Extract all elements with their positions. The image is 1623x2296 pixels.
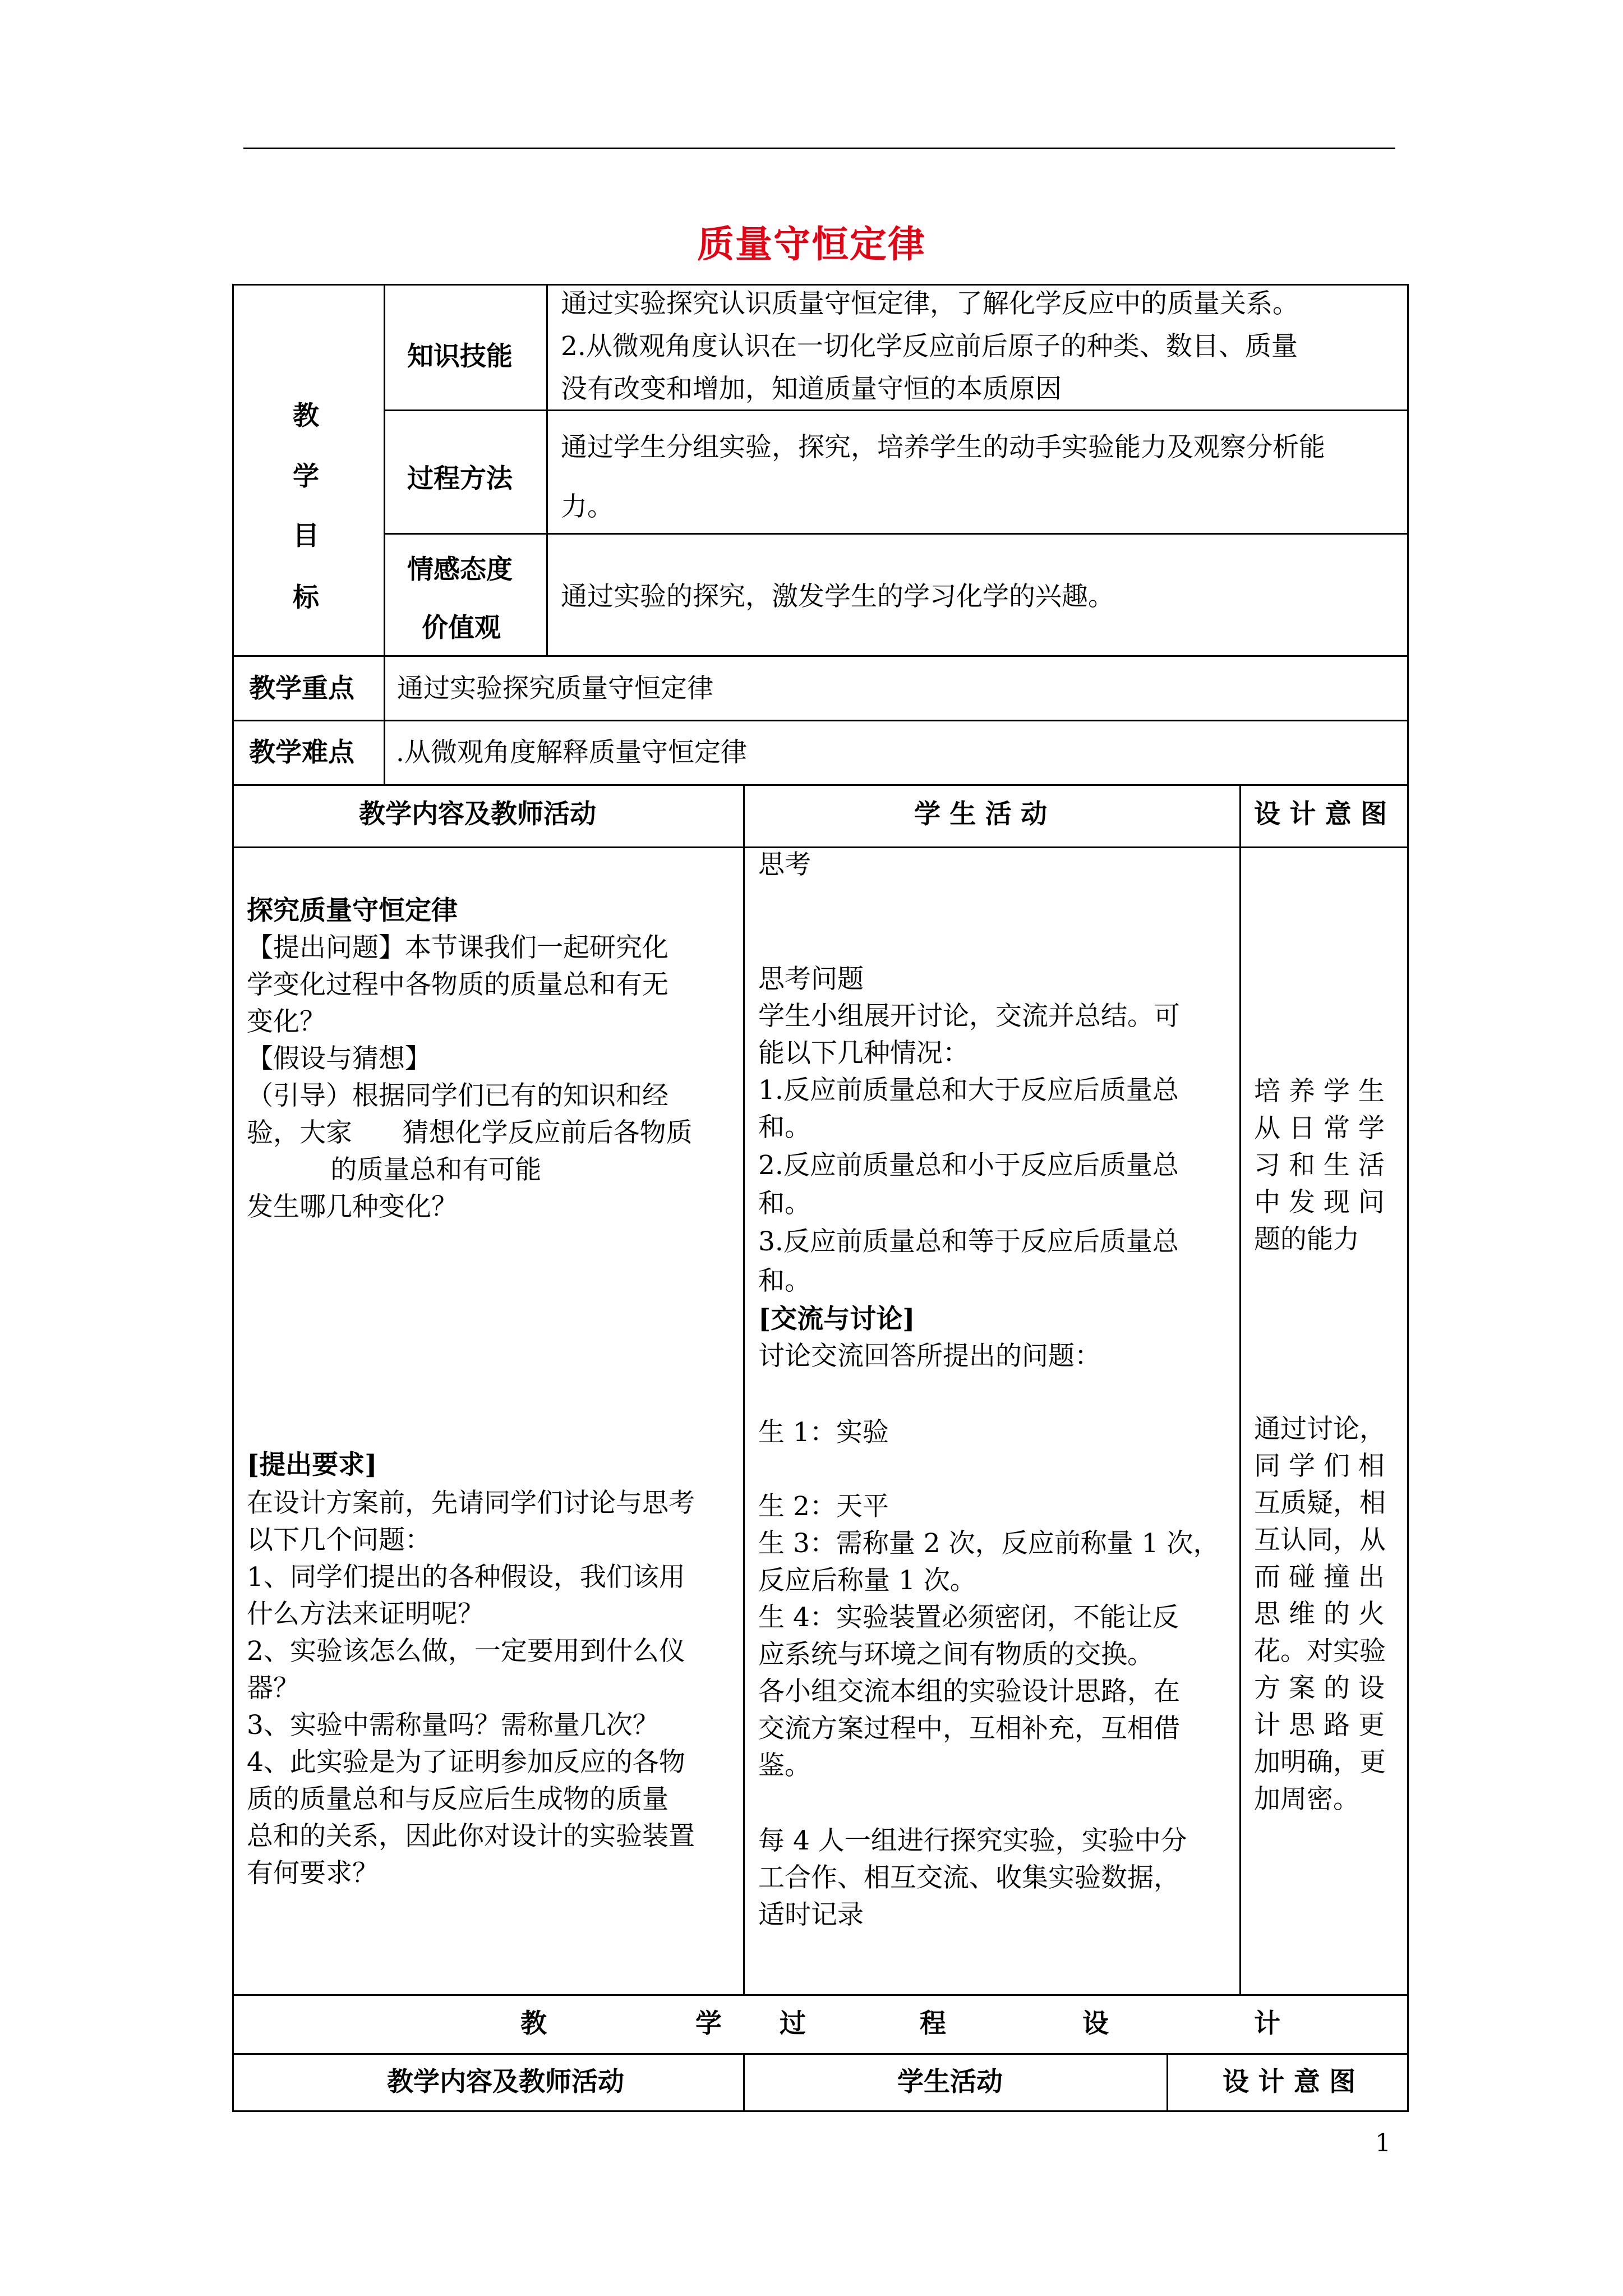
process-label: 过程方法 xyxy=(407,463,513,494)
header-rule xyxy=(243,148,1395,149)
page-number: 1 xyxy=(1375,2129,1391,2157)
difficulty-label: 教学难点 xyxy=(249,737,354,768)
header-design: 设 计 意 图 xyxy=(1254,799,1387,830)
bottom-header-design: 设 计 意 图 xyxy=(1223,2067,1356,2097)
key-point-label: 教学重点 xyxy=(249,673,354,704)
difficulty-text: .从微观角度解释质量守恒定律 xyxy=(396,737,747,768)
bottom-header-student: 学生活动 xyxy=(897,2067,1003,2097)
bottom-header-teacher: 教学内容及教师活动 xyxy=(387,2067,624,2097)
page-title: 质量守恒定律 xyxy=(697,222,926,266)
emotion-text: 通过实验的探究，激发学生的学习化学的兴趣。 xyxy=(561,581,1114,612)
key-point-text: 通过实验探究质量守恒定律 xyxy=(397,673,713,704)
header-teacher: 教学内容及教师活动 xyxy=(359,799,596,830)
header-student: 学 生 活 动 xyxy=(914,799,1048,830)
knowledge-label: 知识技能 xyxy=(407,341,513,372)
